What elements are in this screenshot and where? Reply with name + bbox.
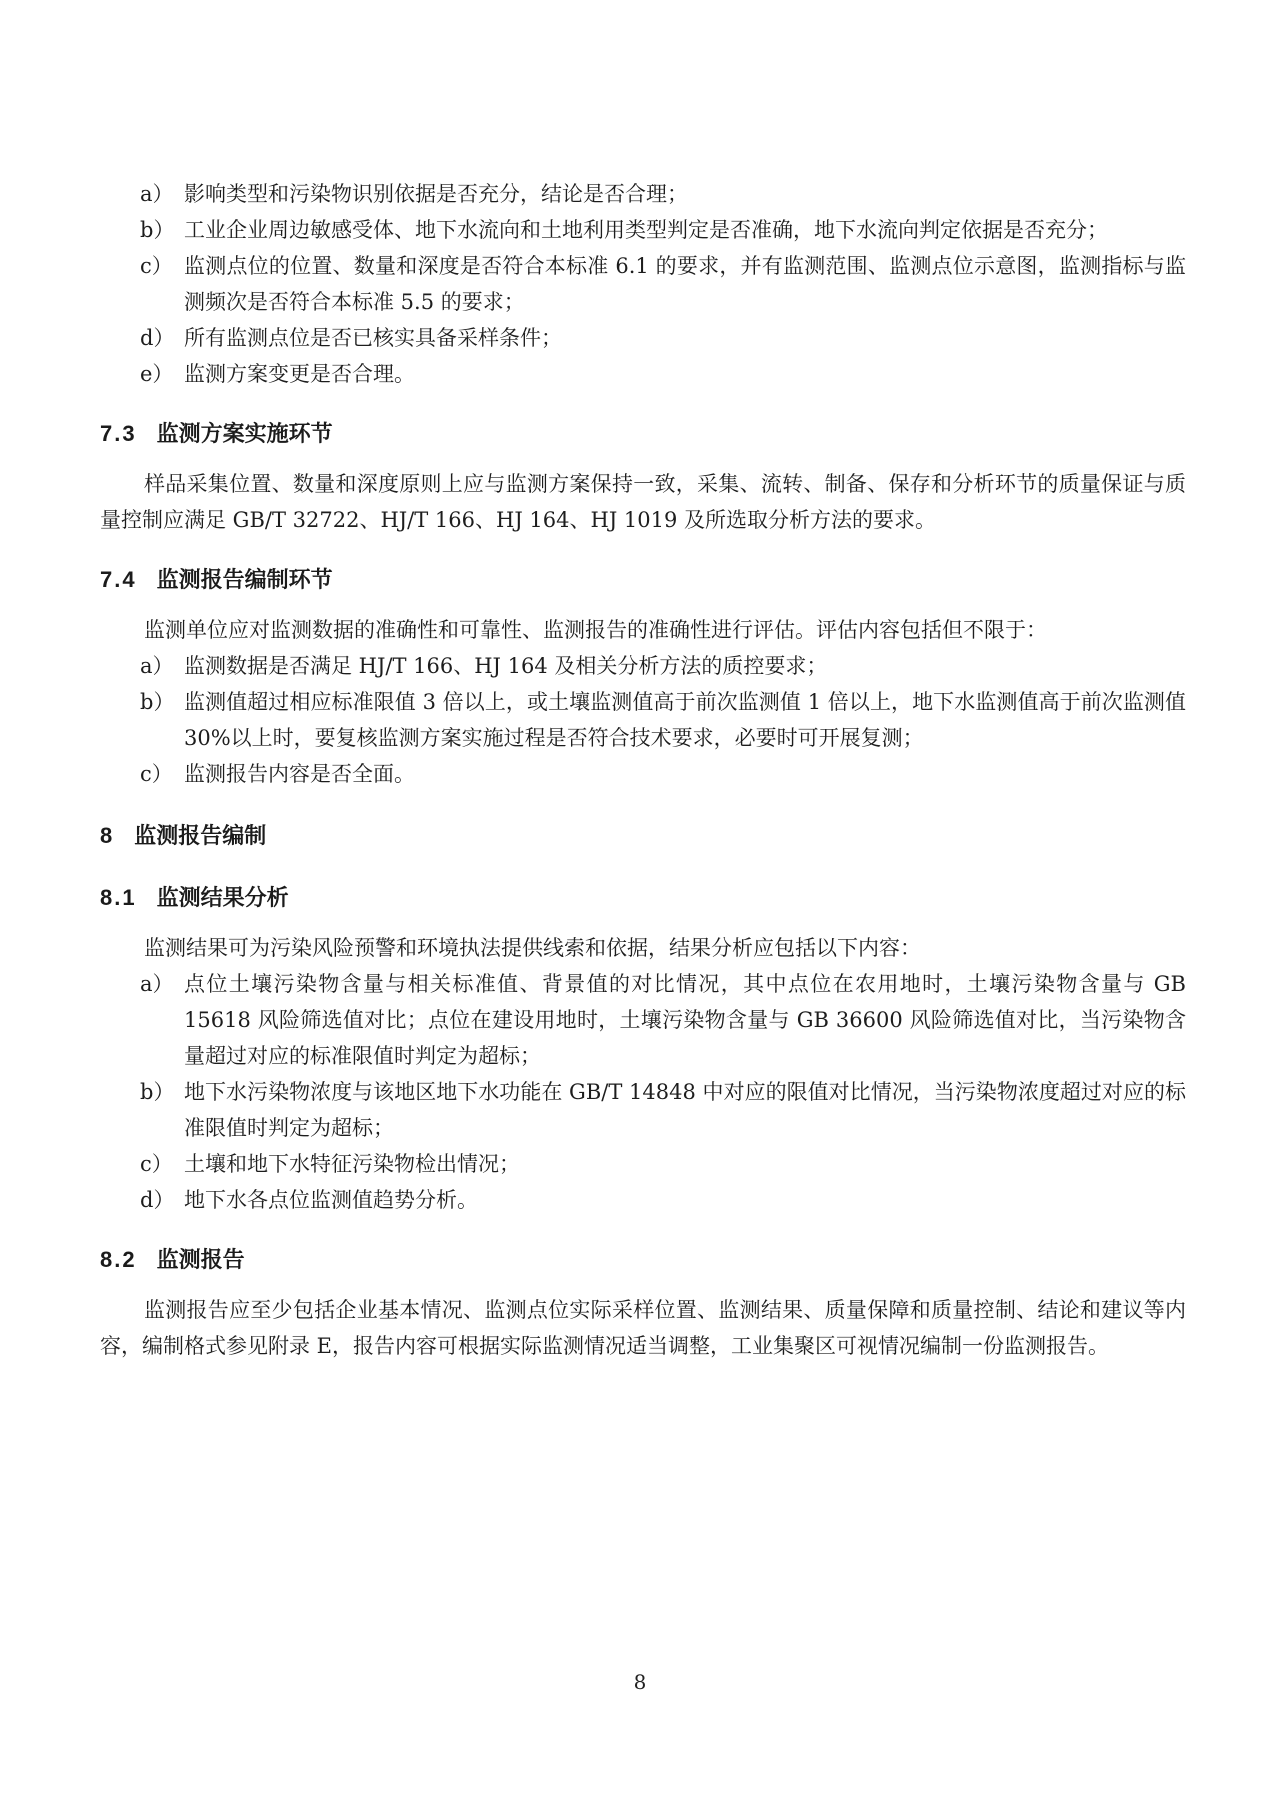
list-item-label: b） bbox=[140, 1080, 175, 1104]
list-item-text: 影响类型和污染物识别依据是否充分，结论是否合理； bbox=[184, 182, 688, 206]
list-item bbox=[100, 648, 1186, 684]
list-item-text: 地下水各点位监测值趋势分析。 bbox=[184, 1188, 478, 1212]
list-item-text: 监测值超过相应标准限值 3 倍以上，或土壤监测值高于前次监测值 1 倍以上，地下水监测值高于前次监测值 30%以上时，要复核监测方案实施过程是否符合技术要求，必要时可开展复测； bbox=[184, 690, 1186, 750]
list-item-label: c） bbox=[140, 254, 173, 278]
heading-title: 监测报告编制环节 bbox=[156, 567, 333, 592]
list-item bbox=[100, 356, 1186, 392]
list-item bbox=[100, 212, 1186, 248]
section-heading-7-3 bbox=[100, 416, 1186, 452]
heading-number: 7.3 bbox=[100, 421, 137, 446]
heading-number: 8 bbox=[100, 823, 115, 848]
heading-number: 8.2 bbox=[100, 1247, 137, 1272]
list-item-text: 点位土壤污染物含量与相关标准值、背景值的对比情况，其中点位在农用地时，土壤污染物含量与 GB 15618 风险筛选值对比；点位在建设用地时，土壤污染物含量与 GB 36600 风险筛选值对比，当污染物含量超过对应的标准限值时判定为超标； bbox=[184, 972, 1186, 1068]
heading-title: 监测报告编制 bbox=[134, 823, 267, 848]
list-item-label: d） bbox=[140, 326, 175, 350]
list-item bbox=[100, 248, 1186, 320]
list-item-text: 土壤和地下水特征污染物检出情况； bbox=[184, 1152, 520, 1176]
section-heading-8-2 bbox=[100, 1242, 1186, 1278]
list-item-label: b） bbox=[140, 218, 175, 242]
paragraph-8-1: 监测结果可为污染风险预警和环境执法提供线索和依据，结果分析应包括以下内容： bbox=[144, 936, 921, 960]
page-number: 8 bbox=[633, 1670, 647, 1694]
list-item bbox=[100, 966, 1186, 1074]
list-item-label: b） bbox=[140, 690, 175, 714]
list-item-text: 所有监测点位是否已核实具备采样条件； bbox=[184, 326, 562, 350]
section-heading-7-4 bbox=[100, 562, 1186, 598]
list-item bbox=[100, 1146, 1186, 1182]
list-item-label: a） bbox=[140, 654, 174, 678]
section-heading-8 bbox=[100, 818, 1186, 854]
list-item bbox=[100, 684, 1186, 756]
list-item-text: 工业企业周边敏感受体、地下水流向和土地利用类型判定是否准确，地下水流向判定依据是否充分； bbox=[184, 218, 1108, 242]
review-checklist-7-2 bbox=[100, 176, 1186, 392]
list-item-label: a） bbox=[140, 182, 174, 206]
list-item-label: a） bbox=[140, 972, 174, 996]
heading-number: 7.4 bbox=[100, 567, 137, 592]
result-analysis-list bbox=[100, 966, 1186, 1218]
heading-title: 监测结果分析 bbox=[156, 885, 289, 910]
list-item-text: 监测报告内容是否全面。 bbox=[184, 762, 415, 786]
list-item bbox=[100, 1074, 1186, 1146]
list-item bbox=[100, 756, 1186, 792]
list-item-label: d） bbox=[140, 1188, 175, 1212]
section-heading-8-1 bbox=[100, 880, 1186, 916]
list-item bbox=[100, 176, 1186, 212]
list-item-label: c） bbox=[140, 1152, 173, 1176]
list-item-label: e） bbox=[140, 362, 174, 386]
heading-number: 8.1 bbox=[100, 885, 137, 910]
paragraph-7-4: 监测单位应对监测数据的准确性和可靠性、监测报告的准确性进行评估。评估内容包括但不限于： bbox=[144, 618, 1047, 642]
review-checklist-7-4 bbox=[100, 648, 1186, 792]
list-item bbox=[100, 320, 1186, 356]
list-item-text: 监测数据是否满足 HJ/T 166、HJ 164 及相关分析方法的质控要求； bbox=[184, 654, 828, 678]
paragraph-7-3: 样品采集位置、数量和深度原则上应与监测方案保持一致，采集、流转、制备、保存和分析环节的质量保证与质量控制应满足 GB/T 32722、HJ/T 166、HJ 164、HJ 1019 及所选取分析方法的要求。 bbox=[100, 472, 1186, 532]
list-item-text: 监测方案变更是否合理。 bbox=[184, 362, 415, 386]
heading-title: 监测报告 bbox=[156, 1247, 245, 1272]
list-item-text: 地下水污染物浓度与该地区地下水功能在 GB/T 14848 中对应的限值对比情况，当污染物浓度超过对应的标准限值时判定为超标； bbox=[184, 1080, 1186, 1140]
heading-title: 监测方案实施环节 bbox=[156, 421, 333, 446]
list-item bbox=[100, 1182, 1186, 1218]
list-item-text: 监测点位的位置、数量和深度是否符合本标准 6.1 的要求，并有监测范围、监测点位示意图，监测指标与监测频次是否符合本标准 5.5 的要求； bbox=[184, 254, 1186, 314]
list-item-label: c） bbox=[140, 762, 173, 786]
paragraph-8-2: 监测报告应至少包括企业基本情况、监测点位实际采样位置、监测结果、质量保障和质量控制、结论和建议等内容，编制格式参见附录 E，报告内容可根据实际监测情况适当调整，工业集聚区可视情况编制一份监测报告。 bbox=[100, 1298, 1186, 1358]
